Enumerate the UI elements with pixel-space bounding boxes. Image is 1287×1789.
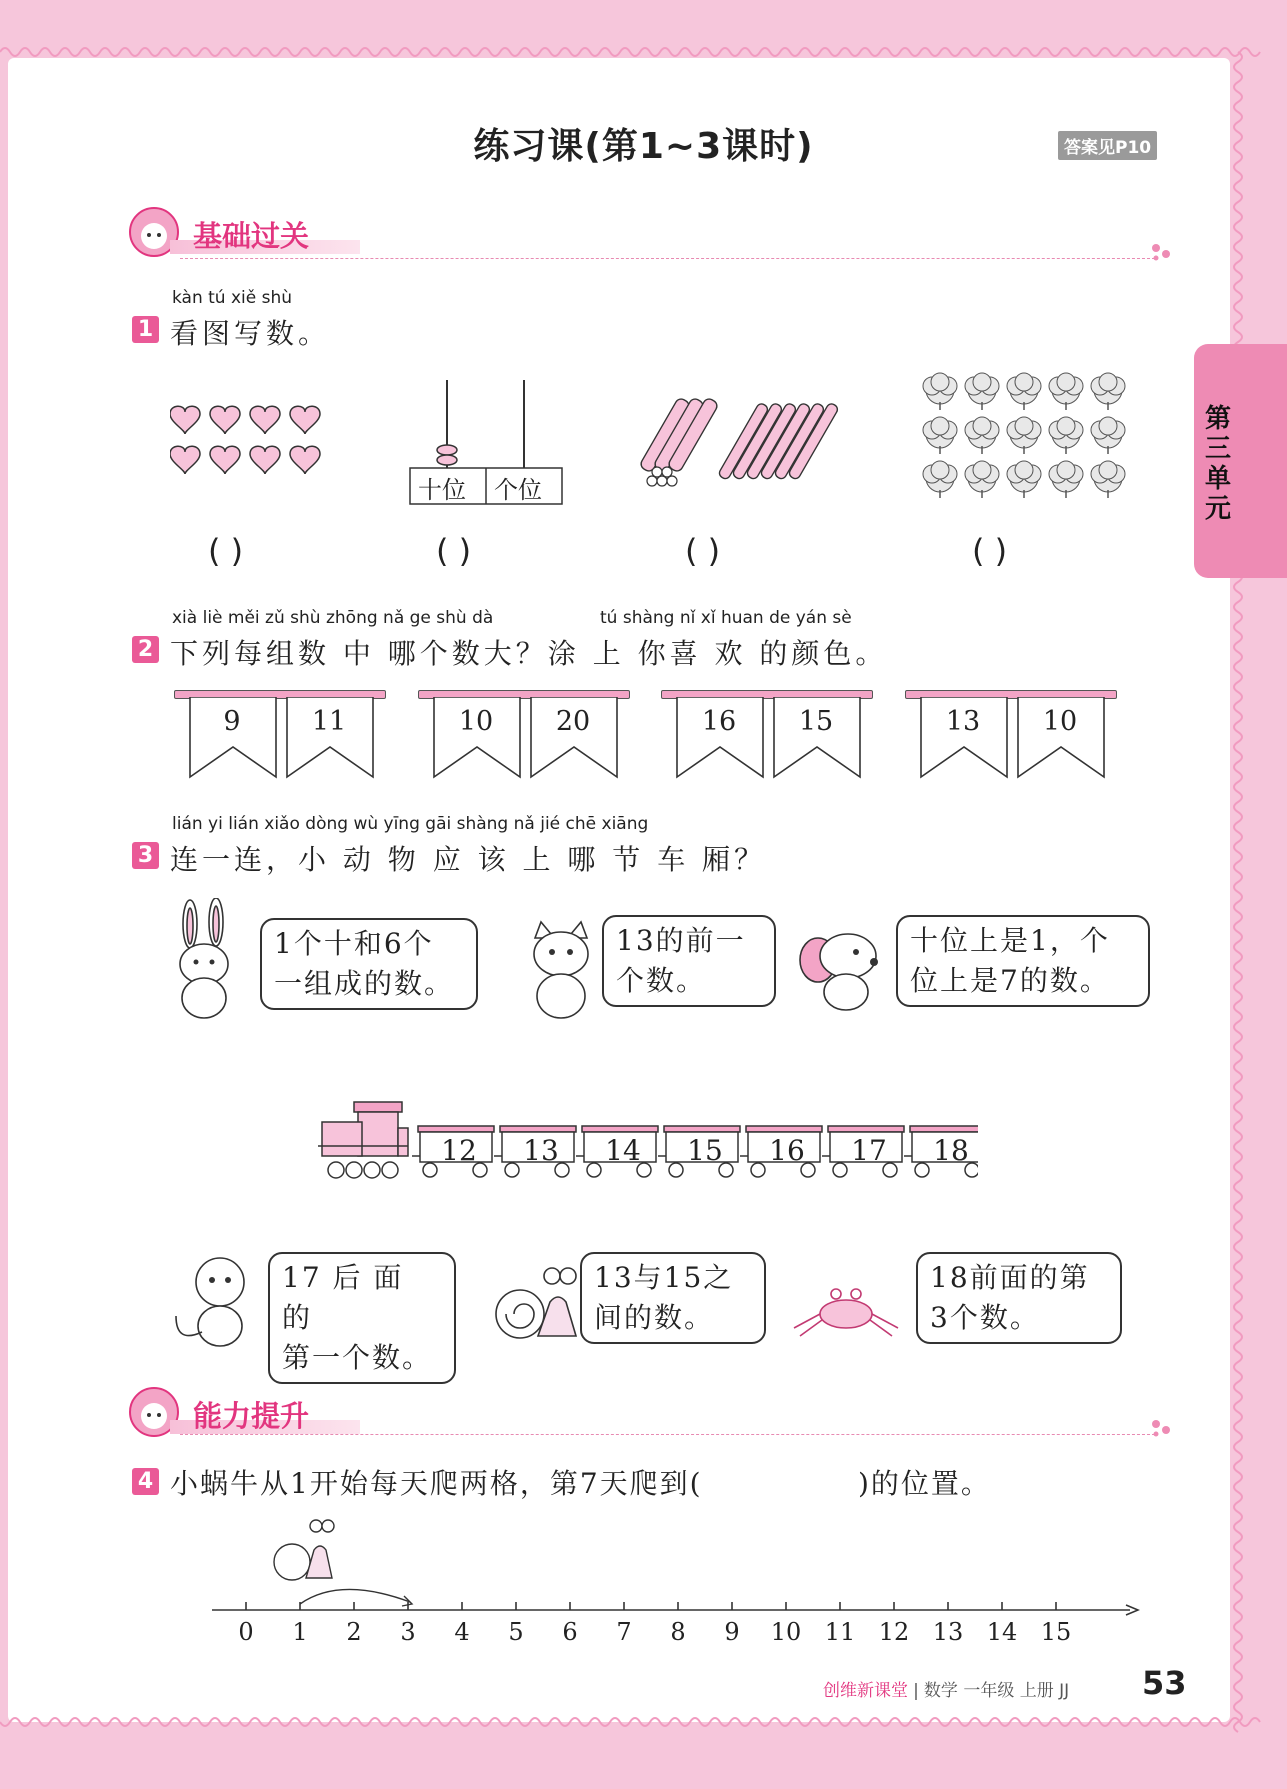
bubble-monkey-line-1: 17 后 面 的 bbox=[282, 1261, 404, 1334]
abacus-ones-label: 个位 bbox=[494, 476, 542, 504]
section-title-advanced: 能力提升 bbox=[193, 1399, 310, 1433]
bubble-snail bbox=[580, 1252, 766, 1344]
number-line-label: 0 bbox=[238, 1618, 254, 1646]
train-car-number[interactable]: 18 bbox=[933, 1134, 969, 1167]
heart-icon bbox=[290, 446, 320, 474]
bubble-monkey-line-2: 第一个数。 bbox=[282, 1341, 433, 1374]
bubble-crab-line-2: 3个数。 bbox=[930, 1301, 1040, 1334]
crab-image[interactable] bbox=[790, 1284, 902, 1340]
cauliflower-icon bbox=[1091, 461, 1125, 498]
section-divider-advanced bbox=[180, 1434, 1155, 1435]
q1-text: 看图写数。 bbox=[170, 317, 331, 350]
bubble-snail-line-2: 间的数。 bbox=[594, 1301, 715, 1334]
cauliflower-icon bbox=[1091, 373, 1125, 410]
rabbit-image[interactable] bbox=[168, 898, 246, 1020]
section-title-basic: 基础过关 bbox=[193, 219, 310, 253]
cauliflower-icon bbox=[923, 461, 957, 498]
cauliflower-icon bbox=[1091, 417, 1125, 454]
page-number: 53 bbox=[1142, 1664, 1187, 1702]
flag-number: 10 bbox=[458, 706, 494, 737]
bubble-cat-line-2: 个数。 bbox=[616, 964, 707, 997]
q3-number: 3 bbox=[132, 842, 159, 869]
q1-answer-1[interactable]: ( ) bbox=[208, 532, 244, 570]
bubble-rabbit-line-1: 1个十和6个 bbox=[274, 927, 434, 960]
cauliflower-icon bbox=[1007, 373, 1041, 410]
bubble-snail-line-1: 13与15之 bbox=[594, 1261, 734, 1294]
flag-number: 11 bbox=[311, 706, 347, 737]
cauliflower-icon bbox=[965, 373, 999, 410]
answer-reference: 答案见P10 bbox=[1058, 131, 1157, 160]
cauliflower-icon bbox=[965, 417, 999, 454]
dots-ornament-icon bbox=[1148, 240, 1174, 262]
train-car-number[interactable]: 13 bbox=[523, 1134, 559, 1167]
heart-icon bbox=[210, 446, 240, 474]
flag-number: 13 bbox=[945, 706, 981, 737]
footer-book-info: 数学 一年级 上册 JJ bbox=[923, 1681, 1070, 1701]
footer-info bbox=[823, 1676, 1069, 1701]
cauliflower-icon bbox=[1007, 417, 1041, 454]
heart-icon bbox=[170, 446, 200, 474]
train-car-number[interactable]: 17 bbox=[851, 1134, 887, 1167]
bubble-cat bbox=[602, 915, 776, 1007]
q2-pinyin-b: tú shàng nǐ xǐ huan de yán sè bbox=[600, 608, 852, 628]
q4-text-a: 小蜗牛从1开始每天爬两格，第7天爬到( bbox=[170, 1467, 703, 1500]
flag-number: 10 bbox=[1042, 706, 1078, 737]
q2-pinyin-a: xià liè měi zǔ shù zhōng nǎ ge shù dà bbox=[172, 608, 494, 628]
footer-brand: 创维新课堂 bbox=[823, 1681, 908, 1701]
snail-image[interactable] bbox=[490, 1262, 580, 1344]
puppy-image[interactable] bbox=[796, 924, 888, 1014]
q1-answer-4[interactable]: ( ) bbox=[972, 532, 1008, 570]
number-line-label: 8 bbox=[670, 1618, 686, 1646]
q4-number: 4 bbox=[132, 1468, 159, 1495]
train-car-number[interactable]: 15 bbox=[687, 1134, 723, 1167]
heart-icon bbox=[170, 406, 200, 434]
number-line-label: 1 bbox=[292, 1618, 308, 1646]
dots-ornament-icon bbox=[1148, 1416, 1174, 1438]
q1-answer-2[interactable]: ( ) bbox=[436, 532, 472, 570]
monkey-image[interactable] bbox=[172, 1254, 258, 1350]
bubble-crab bbox=[916, 1252, 1122, 1344]
number-line-label: 13 bbox=[932, 1618, 964, 1646]
bubble-monkey bbox=[268, 1252, 456, 1384]
number-line-label: 6 bbox=[562, 1618, 578, 1646]
hearts-image bbox=[170, 400, 340, 480]
q1-pinyin: kàn tú xiě shù bbox=[172, 288, 293, 308]
number-line-label: 14 bbox=[986, 1618, 1018, 1646]
cauliflower-icon bbox=[923, 373, 957, 410]
number-line-label: 15 bbox=[1040, 1618, 1072, 1646]
q1-answer-3[interactable]: ( ) bbox=[685, 532, 721, 570]
number-line-label: 10 bbox=[770, 1618, 802, 1646]
heart-icon bbox=[290, 406, 320, 434]
cauliflower-icon bbox=[965, 461, 999, 498]
train-car-number[interactable]: 12 bbox=[441, 1134, 477, 1167]
cauliflower-icon bbox=[1049, 373, 1083, 410]
bubble-crab-line-1: 18前面的第 bbox=[930, 1261, 1090, 1294]
bubble-rabbit bbox=[260, 918, 478, 1010]
unit-side-label: 第三单元 bbox=[1204, 404, 1231, 524]
train-car-number[interactable]: 16 bbox=[769, 1134, 805, 1167]
q2-number: 2 bbox=[132, 636, 159, 663]
page-title: 练习课(第1~3课时) bbox=[473, 126, 814, 167]
flag-number: 9 bbox=[223, 706, 241, 737]
q4-text-b: )的位置。 bbox=[858, 1467, 991, 1500]
number-line-label: 9 bbox=[724, 1618, 740, 1646]
section-divider-basic bbox=[180, 258, 1155, 259]
number-line-label: 7 bbox=[616, 1618, 632, 1646]
q1-number: 1 bbox=[132, 316, 159, 343]
flag-number: 15 bbox=[798, 706, 834, 737]
number-line-label: 2 bbox=[346, 1618, 362, 1646]
bubble-puppy-line-1: 十位上是1，个 bbox=[910, 924, 1110, 957]
number-line-label: 5 bbox=[508, 1618, 524, 1646]
number-line-label: 12 bbox=[878, 1618, 910, 1646]
cauliflower-grid-image bbox=[920, 368, 1136, 508]
cauliflower-icon bbox=[1049, 461, 1083, 498]
cauliflower-icon bbox=[1007, 461, 1041, 498]
bubble-rabbit-line-2: 一组成的数。 bbox=[274, 967, 455, 1000]
q2-text: 下列每组数 中 哪个数大？涂 上 你喜 欢 的颜色。 bbox=[170, 637, 888, 670]
flag-number: 20 bbox=[555, 706, 591, 737]
flag-number: 16 bbox=[701, 706, 737, 737]
cauliflower-icon bbox=[1049, 417, 1083, 454]
number-line-label: 4 bbox=[454, 1618, 470, 1646]
heart-icon bbox=[250, 446, 280, 474]
q3-text: 连一连，小 动 物 应 该 上 哪 节 车 厢？ bbox=[170, 843, 767, 876]
number-line-label: 11 bbox=[824, 1618, 856, 1646]
train-car-number[interactable]: 14 bbox=[605, 1134, 641, 1167]
cauliflower-icon bbox=[923, 417, 957, 454]
number-line-label: 3 bbox=[400, 1618, 416, 1646]
heart-icon bbox=[250, 406, 280, 434]
footer-separator: | bbox=[913, 1681, 919, 1701]
q3-pinyin: lián yi lián xiǎo dòng wù yīng gāi shàng nǎ jié chē xiāng bbox=[172, 814, 649, 834]
abacus-tens-label: 十位 bbox=[418, 476, 466, 504]
heart-icon bbox=[210, 406, 240, 434]
bubble-puppy bbox=[896, 915, 1150, 1007]
bubble-cat-line-1: 13的前一 bbox=[616, 924, 746, 957]
cat-image[interactable] bbox=[525, 920, 597, 1020]
sticks-bundle-image bbox=[638, 385, 848, 495]
bubble-puppy-line-2: 位上是7的数。 bbox=[910, 964, 1110, 997]
